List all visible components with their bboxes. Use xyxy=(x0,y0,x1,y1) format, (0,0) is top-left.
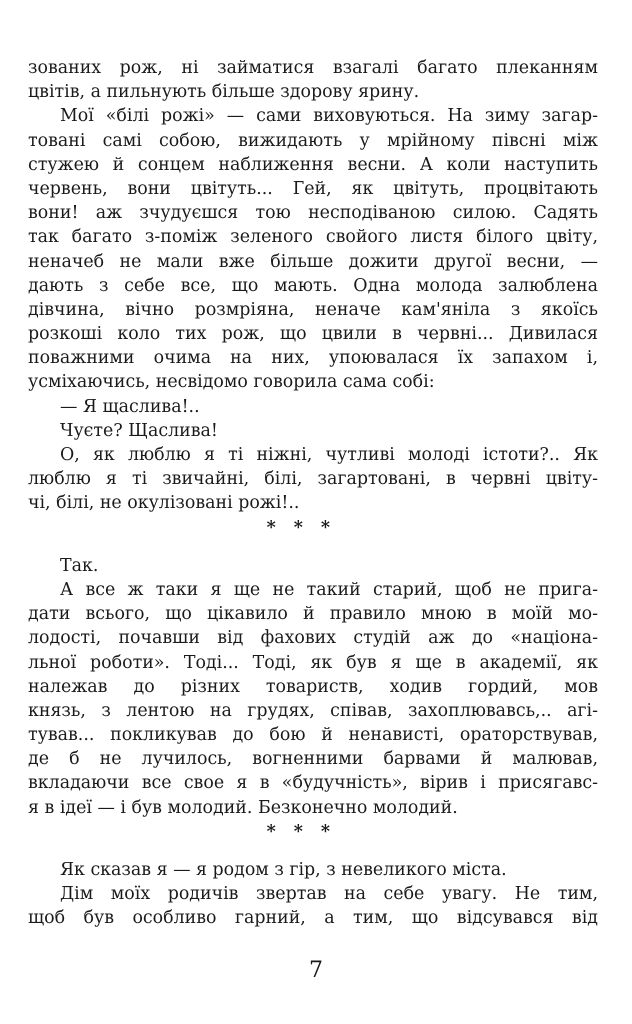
section-separator: * * * xyxy=(266,821,336,842)
text-line: князь, з лентою на грудях, співав, захоплювавсь,.. агі- xyxy=(28,700,598,721)
text-line: льної роботи». Тоді... Тоді, як був я ще в академії, як xyxy=(28,652,598,673)
text-line: — Я щаслива!.. xyxy=(60,396,200,417)
text-line: лодості, почавши від фахових студій аж до «націона- xyxy=(28,628,598,649)
page-body xyxy=(28,56,598,931)
text-line: належав до різних товариств, ходив гордий, мов xyxy=(28,676,598,697)
text-line: Так. xyxy=(60,555,99,576)
text-line: Дім моїх родичів звертав на себе увагу. Не тим, xyxy=(60,884,598,905)
text-line: О, як люблю я ті ніжні, чутливі молоді істоти?.. Як xyxy=(60,445,598,465)
text-line: люблю я ті звичайні, білі, загартовані, в червні цвіту- xyxy=(28,469,598,490)
text-line: вони! аж зчудуєшся тою несподіваною силою. Садять xyxy=(28,203,598,224)
text-line: А все ж таки я ще не такий старий, щоб не пригa- xyxy=(60,579,598,600)
page-number: 7 xyxy=(309,958,323,983)
text-line: так багато з-поміж зеленого свойого листя білого цвіту, xyxy=(28,227,598,248)
section-gap xyxy=(28,844,598,858)
text-line: стужею й сонцем наближення весни. А коли наступить xyxy=(28,154,598,175)
section-separator: * * * xyxy=(266,517,336,538)
text-line: чі, білі, не окулізовані рожі!.. xyxy=(28,493,300,514)
section-gap xyxy=(28,540,598,554)
text-line: дівчина, вічно розмріяна, неначе кам'яніла з якоїсь xyxy=(28,299,598,320)
text-line: тував... покликував до бою й ненависті, ораторствував, xyxy=(28,725,598,746)
text-line: червень, вони цвітуть... Гей, як цвітуть, процвітають xyxy=(28,178,598,199)
text-line: Мої «білі рожі» — сами виховуються. На зиму загар- xyxy=(60,106,598,127)
text-line: цвітів, а пильнують більше здорову ярину. xyxy=(28,82,420,103)
text-line: де б не лучилось, вогненними барвами й малював, xyxy=(28,749,598,770)
text-line: зованих рож, ні займатися взагалі багато плеканням xyxy=(28,58,598,78)
text-line: дають з себе все, що мають. Одна молода залюблена xyxy=(28,275,598,296)
text-line: неначеб не мали вже більше дожити другої весни, — xyxy=(28,251,598,272)
text-line: Як сказав я — я родом з гір, з невеликого міста. xyxy=(60,860,507,880)
text-line: Чуєте? Щаслива! xyxy=(60,420,218,441)
text-line: я в ідеї — і був молодий. Безконечно молодий. xyxy=(28,797,458,818)
text-line: дати всього, що цікавило й правило мною в моїй мо- xyxy=(28,604,598,625)
text-line: щоб був особливо гарний, а тим, що відсувався від xyxy=(28,908,598,929)
text-line: вкладаючи все свое я в «будучність», вірив і присягавс- xyxy=(28,773,598,794)
text-line: товані самі собою, вижидають у мрійному півсні між xyxy=(28,130,598,151)
text-line: поважними очима на них, упоювалася їх запахом і, xyxy=(28,348,598,369)
text-line: розкоші коло тих рож, що цвили в червні... Дивилася xyxy=(28,324,598,345)
text-line: усміхаючись, несвідомо говорила сама собі: xyxy=(28,372,435,393)
